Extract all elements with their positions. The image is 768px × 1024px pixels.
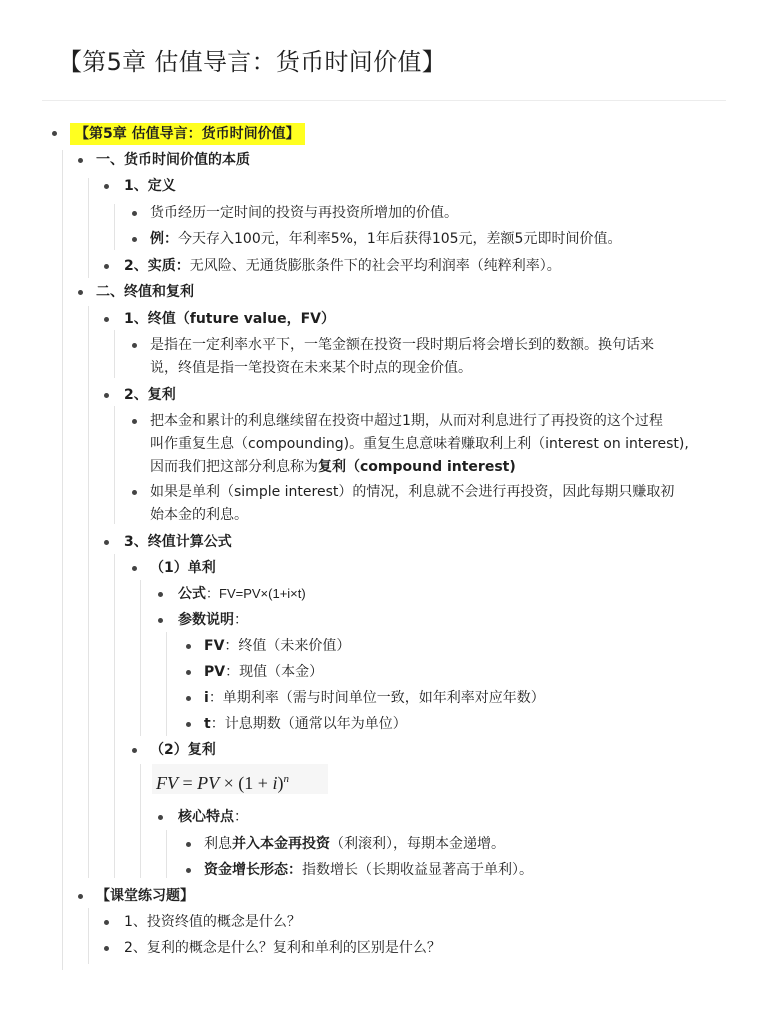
bullet: [186, 842, 191, 847]
paragraph-line: 把本金和累计的利息继续留在投资中超过1期，从而对利息进行了再投资的这个过程: [150, 413, 663, 429]
bullet: [104, 317, 109, 322]
list-item: 参数说明：: [178, 612, 248, 628]
list-item: 1、终值（future value，FV）: [124, 311, 335, 327]
root-item: [70, 124, 305, 144]
bullet: [78, 158, 83, 163]
indent-guide: [114, 406, 115, 524]
list-item: 例：今天存入100元，年利率5%，1年后获得105元，差额5元即时间价值。: [150, 231, 622, 247]
indent-guide: [62, 150, 63, 970]
paragraph-line: 是指在一定利率水平下，一笔金额在投资一段时期后将会增长到的数额。换句话来: [150, 337, 654, 353]
indent-guide: [140, 764, 141, 878]
indent-guide: [114, 204, 115, 250]
indent-guide: [166, 830, 167, 878]
bullet: [186, 722, 191, 727]
list-item: 利息并入本金再投资（利滚利），每期本金递增。: [204, 836, 505, 852]
bullet: [104, 184, 109, 189]
bullet: [104, 920, 109, 925]
list-item: 3、终值计算公式: [124, 534, 232, 550]
list-item: 1、投资终值的概念是什么？: [124, 914, 301, 930]
bullet: [132, 237, 137, 242]
bullet: [186, 670, 191, 675]
bullet: [132, 566, 137, 571]
list-item: （1）单利: [150, 560, 216, 576]
paragraph-line: 如果是单利（simple interest）的情况，利息就不会进行再投资，因此每期只赚取初: [150, 484, 675, 500]
indent-guide: [140, 580, 141, 736]
bullet: [186, 868, 191, 873]
section-heading: 【课堂练习题】: [96, 888, 194, 904]
bullet: [104, 540, 109, 545]
indent-guide: [88, 306, 89, 878]
param-item: PV：现值（本金）: [204, 664, 324, 680]
bullet: [132, 490, 137, 495]
bullet: [52, 131, 57, 136]
param-item: t：计息期数（通常以年为单位）: [204, 716, 407, 732]
indent-guide: [114, 554, 115, 878]
indent-guide: [88, 178, 89, 278]
section-heading: 一、货币时间价值的本质: [96, 152, 250, 168]
bullet: [104, 264, 109, 269]
bullet: [78, 290, 83, 295]
list-item: 公式：FV=PV×(1+i×t): [178, 586, 306, 602]
bullet: [78, 894, 83, 899]
indent-guide: [88, 908, 89, 964]
indent-guide: [114, 330, 115, 378]
title-divider: [42, 100, 726, 101]
list-item: 资金增长形态：指数增长（长期收益显著高于单利）。: [204, 862, 533, 878]
compound-interest-formula: FV = PV × $(1 + i)^n$: [152, 764, 328, 794]
bullet: [158, 618, 163, 623]
list-item: 核心特点：: [178, 809, 248, 825]
bullet: [158, 592, 163, 597]
bullet: [132, 748, 137, 753]
paragraph-line: 因而我们把这部分利息称为复利（compound interest): [150, 459, 516, 475]
bullet: [132, 419, 137, 424]
indent-guide: [166, 632, 167, 736]
root-highlight-label: 【第5章 估值导言：货币时间价值】: [70, 123, 305, 145]
paragraph-line: 说，终值是指一笔投资在未来某个时点的现金价值。: [150, 360, 472, 376]
page-title: 【第5章 估值导言：货币时间价值】: [58, 48, 446, 76]
param-item: i：单期利率（需与时间单位一致，如年利率对应年数）: [204, 690, 545, 706]
bullet: [132, 343, 137, 348]
bullet: [186, 696, 191, 701]
bullet: [186, 644, 191, 649]
section-heading: 二、终值和复利: [96, 284, 194, 300]
list-item: 货币经历一定时间的投资与再投资所增加的价值。: [150, 205, 458, 221]
param-item: FV：终值（未来价值）: [204, 638, 351, 654]
bullet: [158, 815, 163, 820]
list-item: 2、实质：无风险、无通货膨胀条件下的社会平均利润率（纯粹利率）。: [124, 258, 561, 274]
list-item: 1、定义: [124, 178, 176, 194]
list-item: 2、复利的概念是什么？复利和单利的区别是什么？: [124, 940, 441, 956]
list-item: （2）复利: [150, 742, 216, 758]
list-item: 2、复利: [124, 387, 176, 403]
bullet: [104, 946, 109, 951]
paragraph-line: 始本金的利息。: [150, 507, 248, 523]
bullet: [104, 393, 109, 398]
bullet: [132, 211, 137, 216]
paragraph-line: 叫作重复生息（compounding)。重复生息意味着赚取利上利（interest on interest),: [150, 436, 689, 452]
